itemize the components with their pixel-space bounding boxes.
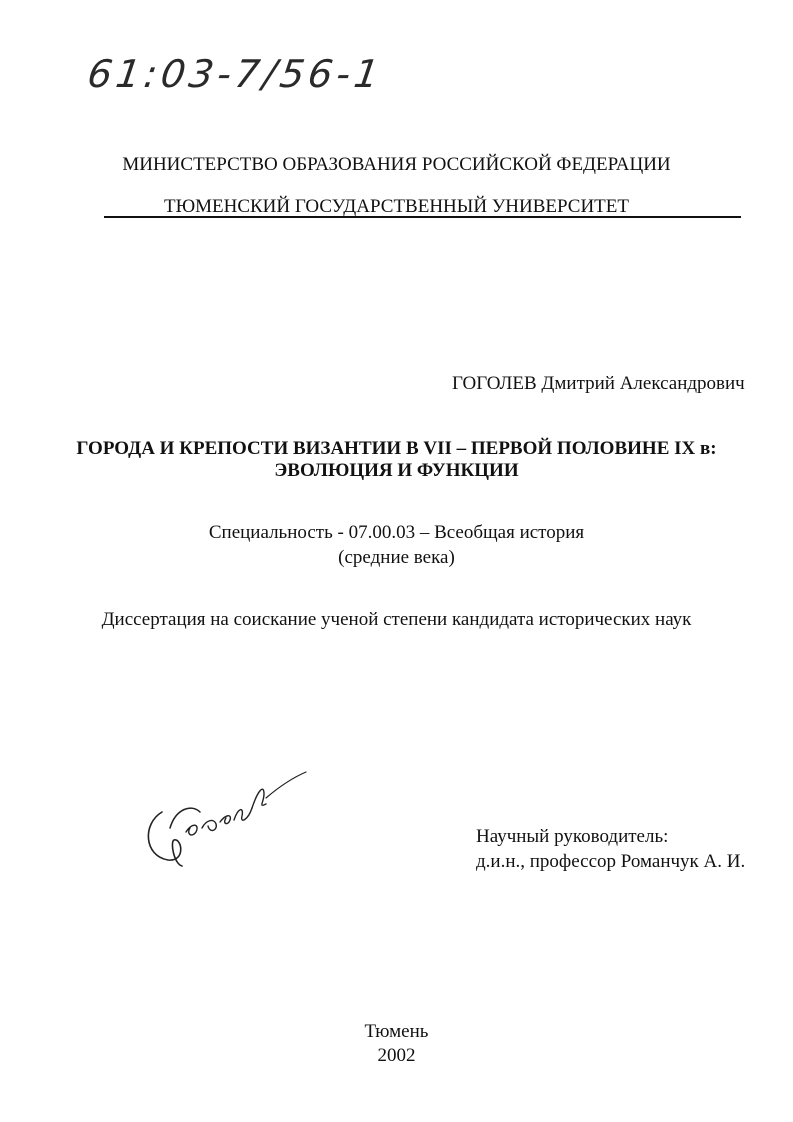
supervisor-label: Научный руководитель: [476,826,669,847]
dissertation-degree: Диссертация на соискание ученой степени кандидата исторических наук [101,609,692,630]
supervisor-name: д.и.н., профессор Романчук А. И. [476,851,746,872]
heading-divider [104,216,741,218]
dissertation-title-line-2: ЭВОЛЮЦИЯ И ФУНКЦИИ [274,460,519,481]
author-name: ГОГОЛЕВ Дмитрий Александрович [452,373,745,394]
handwritten-signature [140,768,310,878]
university-heading: ТЮМЕНСКИЙ ГОСУДАРСТВЕННЫЙ УНИВЕРСИТЕТ [163,196,630,217]
city: Тюмень [364,1021,429,1042]
specialty-line-2: (средние века) [338,547,455,568]
ministry-heading: МИНИСТЕРСТВО ОБРАЗОВАНИЯ РОССИЙСКОЙ ФЕДЕРАЦИИ [122,154,671,175]
dissertation-title-line-1: ГОРОДА И КРЕПОСТИ ВИЗАНТИИ В VII – ПЕРВОЙ ПОЛОВИНЕ IX в: [76,438,717,459]
year: 2002 [377,1045,416,1066]
archive-code-text: 61:03-7/56-1 [84,52,386,96]
specialty-line-1: Специальность - 07.00.03 – Всеобщая история [208,522,585,543]
archive-code-handwritten [84,52,386,112]
